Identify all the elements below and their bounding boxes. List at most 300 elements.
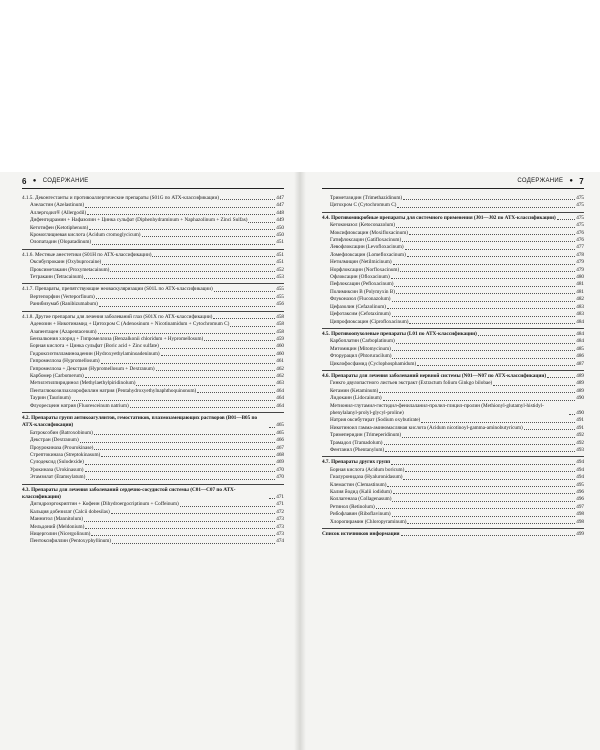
section-page-number: 489 <box>576 372 584 379</box>
section-title: 4.7. Препараты других групп <box>322 459 391 466</box>
right-header-title: СОДЕРЖАНИЕ <box>517 178 564 184</box>
entry-title: Аллергодил® (Allergodil) <box>30 209 87 216</box>
dot-leader <box>99 306 275 307</box>
dot-leader <box>396 343 575 344</box>
section-divider <box>22 311 284 312</box>
entry-page-number: 484 <box>576 318 584 325</box>
section-divider <box>22 412 284 413</box>
entry-page-number: 451 <box>276 259 284 266</box>
entry-title: Цефазолин (Cefazolinum) <box>330 303 387 310</box>
toc-entry <box>322 202 584 209</box>
dot-leader <box>392 350 575 351</box>
dot-leader <box>396 293 575 294</box>
toc-entry <box>22 395 284 402</box>
dot-leader <box>111 513 276 514</box>
entry-page-number: 452 <box>276 266 284 273</box>
toc-entry <box>322 281 584 288</box>
toc-entry <box>322 296 584 303</box>
dot-leader <box>403 479 575 480</box>
dot-leader <box>524 429 575 430</box>
toc-entry <box>322 511 584 518</box>
entry-page-number: 470 <box>276 466 284 473</box>
section-page-number: 494 <box>576 459 584 466</box>
entry-page-number: 468 <box>276 452 284 458</box>
toc-entry <box>22 380 284 387</box>
dot-leader <box>130 407 275 408</box>
entry-page-number: 496 <box>576 496 584 503</box>
entry-title: Коллагеназа (Collagenasum) <box>330 496 392 503</box>
dot-leader <box>102 264 275 265</box>
entry-title: Гиалуронидаза (Hyaluronidasum) <box>330 474 403 481</box>
entry-page-number: 458 <box>276 328 284 335</box>
entry-title: Вертепорфин (Verteporfinum) <box>30 293 95 300</box>
bullet-icon: ● <box>32 178 37 184</box>
toc-entry <box>322 361 584 368</box>
entry-title: Стрептокиназа (Streptokinasum) <box>30 452 101 458</box>
dot-leader <box>161 355 276 356</box>
entry-title: Фторурацил (Phtoruracilum) <box>330 353 392 360</box>
dot-leader <box>84 521 275 522</box>
dot-leader <box>392 316 576 317</box>
section-page-number: 465 <box>276 422 284 429</box>
dot-leader <box>387 486 575 487</box>
dot-leader <box>136 385 275 386</box>
toc-entry <box>322 440 584 447</box>
section-title: 4.1.6. Местные анестетики (S01H по ATX-классификации) <box>22 251 152 258</box>
entry-page-number: 448 <box>276 209 284 216</box>
dot-leader <box>180 506 275 507</box>
entry-title: Маннитол (Mannitolum) <box>30 516 83 523</box>
toc-entry <box>322 319 584 326</box>
entry-page-number: 475 <box>576 195 584 201</box>
left-page <box>22 176 284 546</box>
toc-section-heading <box>322 531 584 538</box>
entry-title: Полимиксин В (Polymyxin B) <box>330 288 395 295</box>
section-divider <box>322 456 584 457</box>
entry-page-number: 480 <box>576 274 584 281</box>
dot-leader <box>405 249 576 250</box>
entry-title: Дифенгидрамин + Нафазолин + Цинка сульфат (Diphenhydraminum + Naphazolinum + Zinci Sulfas) <box>30 217 248 224</box>
entry-title: Пефлоксацин (Pefloxacinum) <box>330 281 394 288</box>
section-page-number: 475 <box>576 214 584 221</box>
entry-title: Моксифлоксацин (Moxifloxacinum) <box>330 229 408 236</box>
dot-leader <box>402 437 575 438</box>
right-toc <box>322 195 584 538</box>
right-running-head <box>322 176 584 189</box>
entry-title: Гипромеллоза (Hypromellosum) <box>30 358 100 365</box>
entry-title: Азеластин (Azelastinum) <box>30 202 85 209</box>
dot-leader <box>204 340 275 341</box>
toc-entry <box>22 459 284 466</box>
entry-page-number: 494 <box>576 474 584 481</box>
section-divider <box>22 484 284 485</box>
dot-leader <box>409 323 575 324</box>
toc-entry <box>322 338 584 345</box>
entry-title: Рибофлавин (Riboflavinum) <box>330 511 391 518</box>
section-page-number: 499 <box>576 531 584 538</box>
entry-title: Флуконазол (Fluconazolum) <box>330 296 391 303</box>
dot-leader <box>101 456 275 457</box>
entry-page-number: 483 <box>576 303 584 310</box>
dot-leader <box>101 363 276 364</box>
toc-entry <box>322 304 584 311</box>
entry-title: Олопатадин (Olopatadinum) <box>30 239 92 246</box>
toc-entry <box>322 403 584 418</box>
dot-leader <box>391 464 575 465</box>
entry-title: Сулодексид (Sulodexide) <box>30 459 84 466</box>
dot-leader <box>383 400 576 401</box>
dot-leader <box>80 442 276 443</box>
dot-leader <box>142 236 276 237</box>
section-title: 4.6. Препараты для лечения заболеваний нервной системы (N01—N07 по ATX-классификации) <box>322 372 547 379</box>
toc-entry <box>22 538 284 545</box>
entry-page-number: 494 <box>576 466 584 473</box>
entry-title: Нетилмицин (Netilmicinum) <box>330 259 392 266</box>
left-page-number: 6 <box>22 176 27 186</box>
dot-leader <box>94 434 275 435</box>
toc-section-heading <box>22 415 284 430</box>
entry-page-number: 473 <box>276 516 284 523</box>
toc-entry <box>322 474 584 481</box>
toc-entry <box>22 501 284 508</box>
section-title: Список источников информации <box>322 531 400 538</box>
entry-title: Лидокаин (Lidocainum) <box>330 395 382 402</box>
entry-page-number: 479 <box>576 259 584 266</box>
entry-page-number: 474 <box>276 538 284 545</box>
entry-title: Офлоксацин (Ofloxacinum) <box>330 274 390 281</box>
entry-title: Митомицин (Mitomycinum) <box>330 345 391 352</box>
entry-title: Борная кислота + Цинка сульфат (Boric acid + Zinc sulfate) <box>30 343 159 350</box>
toc-entry <box>322 311 584 318</box>
entry-title: Метилэтилпиридинол (Methylaethylpiridinolum) <box>30 380 136 387</box>
book-gutter <box>294 172 306 750</box>
entry-page-number: 473 <box>276 523 284 530</box>
dot-leader <box>391 278 576 279</box>
entry-title: Проурокиназа (Prourokinase) <box>30 444 94 451</box>
dot-leader <box>94 449 275 450</box>
section-page-number: 471 <box>276 494 284 501</box>
entry-title: Ретинол (Retinolum) <box>330 503 375 510</box>
entry-page-number: 481 <box>576 281 584 288</box>
section-title: 4.4. Противомикробные препараты для системного применения (J01—J02 по ATX-классификации) <box>322 214 556 221</box>
entry-page-number: 464 <box>276 387 284 394</box>
dot-leader <box>569 414 575 415</box>
toc-section-heading <box>22 314 284 321</box>
dot-leader <box>84 278 275 279</box>
left-toc <box>22 195 284 546</box>
entry-page-number: 458 <box>276 321 284 328</box>
entry-page-number: 469 <box>276 459 284 466</box>
entry-title: Левофлоксацин (Levofloxacinum) <box>330 244 404 251</box>
dot-leader <box>407 256 575 257</box>
entry-title: Никотиноил гамма-аминомасляная кислота (Acidum nicotinoyl-gamma-aminobutyricum) <box>330 424 523 431</box>
dot-leader <box>400 271 575 272</box>
dot-leader <box>393 493 575 494</box>
entry-page-number: 496 <box>576 489 584 496</box>
entry-page-number: 451 <box>276 239 284 246</box>
entry-title: Гинкго двулопастного листьев экстракт (Extractum folium Ginkgo bilobae) <box>330 380 493 387</box>
toc-entry <box>22 437 284 444</box>
section-title: 4.1.7. Препараты, препятствующие неоваскуляризации (S01L по ATX-классификации) <box>22 286 213 293</box>
entry-page-number: 471 <box>276 501 284 508</box>
toc-section-heading <box>22 286 284 293</box>
entry-page-number: 447 <box>276 202 284 209</box>
section-title: 4.1.5. Деконгестанты и противоаллергические препараты (S01G по ATX-классификации) <box>22 195 219 201</box>
entry-title: Борная кислота (Acidum boricum) <box>330 466 405 473</box>
dot-leader <box>493 385 575 386</box>
toc-entry <box>22 366 284 373</box>
toc-entry <box>22 403 284 410</box>
section-divider <box>22 283 284 284</box>
toc-entry <box>22 321 284 328</box>
toc-entry <box>22 524 284 531</box>
section-divider <box>322 370 584 371</box>
toc-entry <box>322 417 584 424</box>
entry-title: Клемастин (Clemastinum) <box>330 481 387 488</box>
dot-leader <box>397 207 575 208</box>
dot-leader <box>547 377 575 378</box>
entry-title: Тримеперидин (Trimeperidinum) <box>330 432 402 439</box>
entry-page-number: 477 <box>576 244 584 251</box>
dot-leader <box>407 523 575 524</box>
entry-page-number: 456 <box>276 301 284 308</box>
entry-page-number: 486 <box>576 353 584 360</box>
dot-leader <box>248 222 275 223</box>
dot-leader <box>409 234 575 235</box>
entry-page-number: 475 <box>576 222 584 229</box>
section-title: 4.3. Препараты для лечения заболеваний сердечно-сосудистой системы (C01—C07 по ATX-классификации) <box>22 486 236 501</box>
entry-page-number: 490 <box>576 395 584 402</box>
toc-entry <box>322 496 584 503</box>
dot-leader <box>220 199 275 200</box>
dot-leader <box>379 392 575 393</box>
dot-leader <box>402 241 575 242</box>
toc-entry <box>22 267 284 274</box>
entry-title: Мельдоний (Meldonium) <box>30 523 85 530</box>
dot-leader <box>405 471 575 472</box>
section-title: 4.5. Противоопухолевые препараты (L01 по ATX-классификации) <box>322 330 477 337</box>
entry-page-number: 491 <box>576 424 584 431</box>
dot-leader <box>85 377 275 378</box>
entry-title: Хлоропирамин (Chloropyraminum) <box>330 518 407 525</box>
entry-page-number: 498 <box>576 511 584 518</box>
toc-entry <box>22 445 284 452</box>
entry-title: Кальция добезилат (Calcii dobesilas) <box>30 508 110 515</box>
entry-title: Ранибизумаб (Ranibizumabum) <box>30 301 98 308</box>
entry-page-number: 475 <box>576 202 584 209</box>
entry-title: Таурин (Taurinum) <box>30 395 71 402</box>
entry-page-number: 497 <box>576 503 584 510</box>
entry-title: Этамзилат (Etamsylatum) <box>30 474 86 481</box>
dot-leader <box>213 318 275 319</box>
entry-title: Метионил-глутамил-гистидил-фенилаланил-пролил-глицил-пролин (Methionyl-glutamyl-histidyl-phenylalanyl-prolyl-glycyl-proline) <box>330 402 544 416</box>
entry-title: Тетракаин (Tetracainum) <box>30 274 84 281</box>
entry-page-number: 461 <box>276 358 284 365</box>
entry-page-number: 450 <box>276 224 284 231</box>
toc-entry <box>22 225 284 232</box>
dot-leader <box>96 298 275 299</box>
entry-title: Триметазидин (Trimethazidinum) <box>330 195 403 201</box>
entry-page-number: 485 <box>576 345 584 352</box>
dot-leader <box>87 214 275 215</box>
dot-leader <box>401 535 576 536</box>
entry-page-number: 483 <box>576 311 584 318</box>
toc-entry <box>322 259 584 266</box>
left-running-head <box>22 176 284 189</box>
entry-title: Батроксобин (Batroxobinum) <box>30 429 93 436</box>
dot-leader <box>110 271 275 272</box>
dot-leader <box>89 229 275 230</box>
entry-page-number: 478 <box>576 251 584 258</box>
toc-entry <box>22 358 284 365</box>
toc-entry <box>322 519 584 526</box>
entry-title: Аденозин + Никотинамид + Цитохром С (Adenosinum + Nicotinamidum + Cytochromum C) <box>30 321 230 328</box>
dot-leader <box>269 427 275 428</box>
entry-page-number: 493 <box>576 447 584 453</box>
entry-title: Кромоглициевая кислота (Acidum cromoglycicum) <box>30 232 141 239</box>
entry-page-number: 498 <box>576 518 584 525</box>
toc-entry <box>22 343 284 350</box>
entry-title: Кетотифен (Ketotiphenum) <box>30 224 89 231</box>
entry-page-number: 479 <box>576 266 584 273</box>
dot-leader <box>85 207 275 208</box>
entry-page-number: 481 <box>576 288 584 295</box>
entry-page-number: 464 <box>276 395 284 402</box>
dot-leader <box>392 301 576 302</box>
entry-title: Цитохром С (Cytochromum C) <box>330 202 397 209</box>
entry-title: Трамадол (Tramadolum) <box>330 439 383 446</box>
entry-title: Гипромеллоза + Декстран (Hypromellosum + Dextranum) <box>30 365 155 372</box>
toc-entry <box>22 474 284 481</box>
section-divider <box>322 528 584 529</box>
entry-title: Ломефлоксацин (Lomefloxacinum) <box>330 251 406 258</box>
entry-page-number: 492 <box>576 432 584 439</box>
entry-page-number: 491 <box>576 417 584 424</box>
entry-page-number: 455 <box>276 293 284 300</box>
entry-title: Карбоплатин (Carboplatinum) <box>330 338 395 345</box>
entry-page-number: 476 <box>576 229 584 236</box>
entry-title: Циклофосфамид (Cyclophosphamidum) <box>330 360 417 367</box>
dot-leader <box>387 308 575 309</box>
toc-entry <box>322 230 584 237</box>
section-title: 4.2. Препараты групп антикоагулянтов, гемостатиков, плазмозамещающих растворов (B01—B05 по ATX-классификации) <box>22 414 258 429</box>
entry-title: Кетамин (Ketaminum) <box>330 387 379 394</box>
dot-leader <box>385 451 575 452</box>
entry-page-number: 482 <box>576 296 584 303</box>
section-page-number: 455 <box>276 286 284 293</box>
entry-page-number: 495 <box>576 481 584 488</box>
toc-entry <box>322 244 584 251</box>
section-page-number: 484 <box>576 330 584 337</box>
section-page-number: 447 <box>276 195 284 201</box>
section-title: 4.1.8. Другие препараты для лечения заболеваний глаз (S01X по ATX-классификации) <box>22 313 213 320</box>
entry-page-number: 473 <box>276 531 284 538</box>
entry-title: Норфлоксацин (Norfloxacinum) <box>330 266 400 273</box>
dot-leader <box>403 199 575 200</box>
entry-page-number: 487 <box>576 360 584 367</box>
dot-leader <box>91 535 275 536</box>
left-header-title: СОДЕРЖАНИЕ <box>42 178 89 184</box>
toc-section-heading <box>322 459 584 466</box>
entry-title: Пентаглюкозилзахлорофиллин натрия (Pentahydroxyethylnaphthoquinonum) <box>30 387 197 394</box>
dot-leader <box>85 528 275 529</box>
right-page <box>322 176 584 538</box>
toc-entry <box>322 267 584 274</box>
entry-page-number: 453 <box>276 274 284 281</box>
toc-entry <box>22 259 284 266</box>
entry-title: Оксибупрокаин (Oxybuprocaine) <box>30 259 102 266</box>
dot-leader <box>214 291 276 292</box>
toc-section-heading <box>22 487 284 502</box>
entry-page-number: 492 <box>576 439 584 446</box>
entry-title: Проксиметакаин (Proxymetacainum) <box>30 266 110 273</box>
entry-page-number: 470 <box>276 474 284 481</box>
toc-entry <box>22 239 284 246</box>
entry-page-number: 465 <box>276 429 284 436</box>
dot-leader <box>230 326 275 327</box>
entry-title: Фентанил (Phentanylum) <box>330 447 385 453</box>
entry-page-number: 449 <box>276 217 284 224</box>
toc-entry <box>22 202 284 209</box>
dot-leader <box>85 471 276 472</box>
dot-leader <box>197 392 275 393</box>
entry-page-number: 466 <box>276 437 284 444</box>
dot-leader <box>478 335 575 336</box>
entry-title: Бензалкония хлорид + Гипромеллоза (Benzalkonii chloridum + Hypromellosum) <box>30 335 204 342</box>
dot-leader <box>392 358 575 359</box>
entry-page-number: 450 <box>276 232 284 239</box>
entry-page-number: 489 <box>576 387 584 394</box>
entry-title: Дигидроэргокриптин + Кофеин (Dihydroergocriptinum + Coffeinum) <box>30 501 179 508</box>
dot-leader <box>417 365 575 366</box>
dot-leader <box>85 464 275 465</box>
dot-leader <box>392 516 576 517</box>
dot-leader <box>98 333 276 334</box>
toc-entry <box>322 380 584 387</box>
dot-leader <box>393 264 576 265</box>
entry-title: Кетоконазол (Ketoconazolum) <box>330 222 396 229</box>
entry-title: Карбомер (Carbomerum) <box>30 372 84 379</box>
section-page-number: 451 <box>276 251 284 258</box>
entry-page-number: 490 <box>576 409 584 416</box>
entry-title: Натрия оксибутират (Sodium oxybutirate) <box>330 417 421 424</box>
entry-page-number: 489 <box>576 380 584 387</box>
bullet-icon: ● <box>569 178 574 184</box>
entry-title: Декстран (Dextranum) <box>30 437 79 444</box>
right-page-number: 7 <box>579 176 584 186</box>
toc-entry <box>322 447 584 454</box>
toc-entry <box>322 395 584 402</box>
toc-entry <box>22 301 284 308</box>
dot-leader <box>557 219 575 220</box>
entry-page-number: 476 <box>576 237 584 244</box>
entry-title: Ципрофлоксацин (Ciprofloxacinum) <box>330 318 409 325</box>
section-divider <box>22 249 284 250</box>
toc-entry <box>22 329 284 336</box>
toc-entry <box>322 353 584 360</box>
entry-title: Флуоресцеин натрия (Fluoresceinum natrium) <box>30 402 129 409</box>
entry-title: Урокиназа (Urokinasum) <box>30 466 84 473</box>
dot-leader <box>156 370 276 371</box>
dot-leader <box>160 348 275 349</box>
toc-entry <box>22 351 284 358</box>
toc-entry <box>322 346 584 353</box>
entry-page-number: 463 <box>276 380 284 387</box>
dot-leader <box>384 444 576 445</box>
toc-entry <box>22 274 284 281</box>
entry-page-number: 459 <box>276 335 284 342</box>
dot-leader <box>86 479 275 480</box>
